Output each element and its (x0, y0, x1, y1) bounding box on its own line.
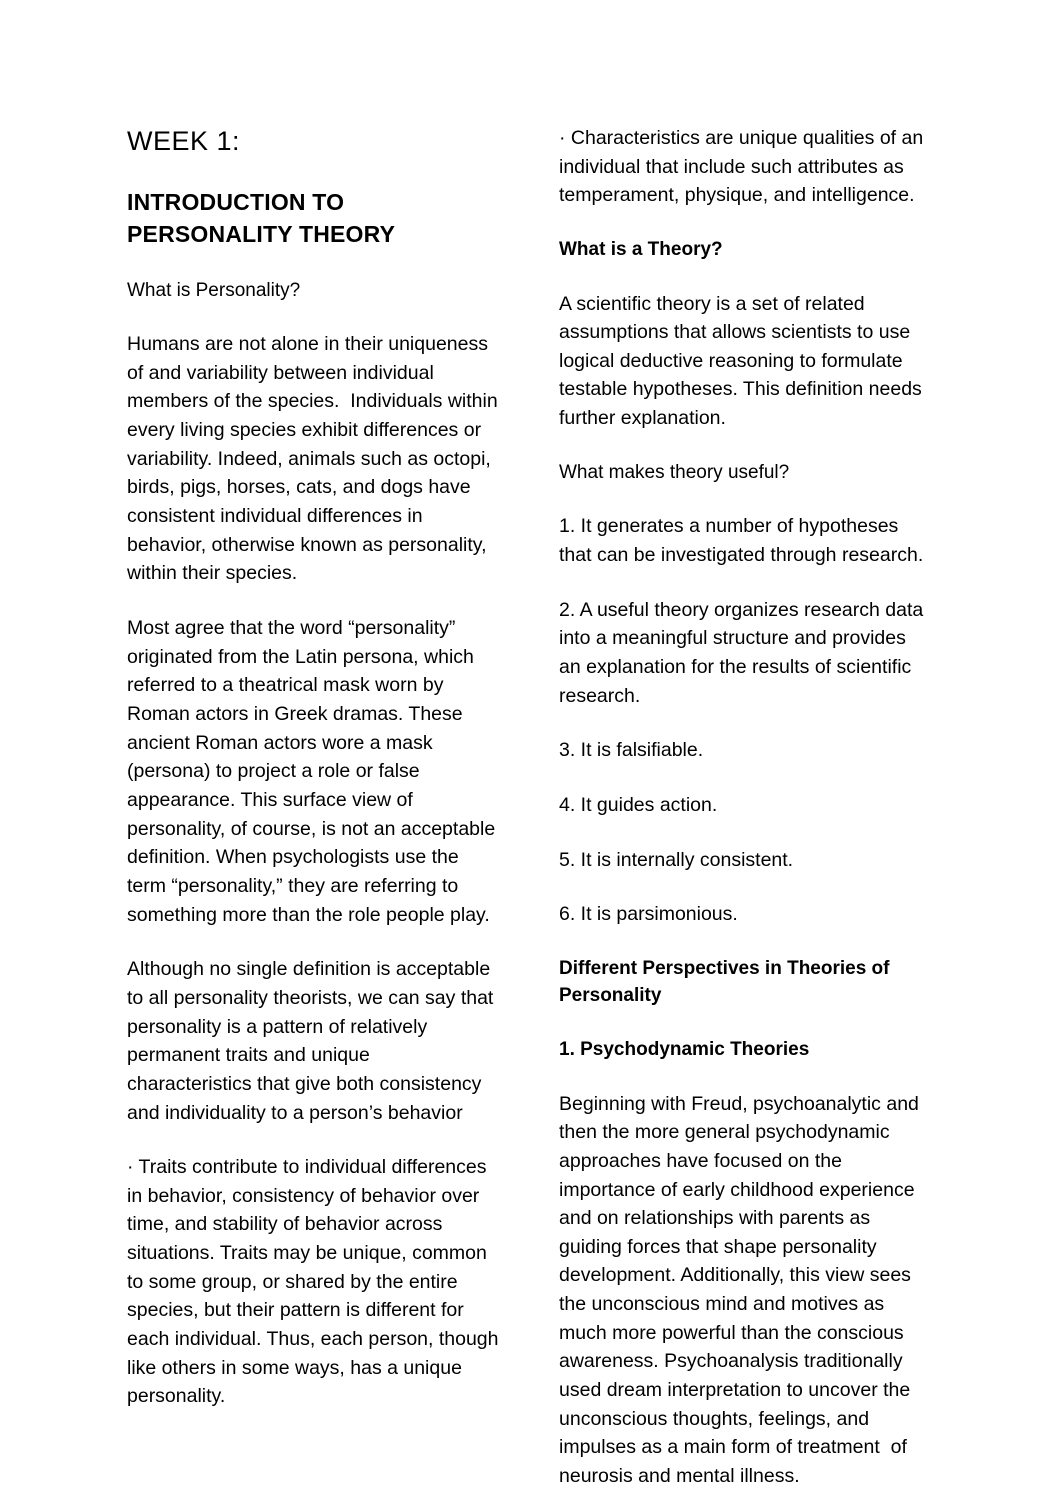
page-title: INTRODUCTION TO PERSONALITY THEORY (127, 189, 396, 247)
bullet-traits: · Traits contribute to individual differences in behavior, consistency of behavior over time, and stability of behavior across situations. Traits may be unique, common to some group, or shared by the entire species, but their pattern is different for each individual. Thus, each person, though like others in some ways, has a unique personality. (127, 1156, 504, 1408)
list-item: 3. It is falsifiable. (559, 739, 704, 762)
right-column (559, 124, 931, 1491)
paragraph-humans-uniqueness: Humans are not alone in their uniqueness of and variability between individual members of the species. Individuals within every living species exhibit differences or variability. Indeed, animals such as octopi, birds, pigs, horses, cats, and dogs have consistent individual differences in behavior, otherwise known as personality, within their species. (127, 333, 504, 585)
list-item: 5. It is internally consistent. (559, 848, 794, 871)
two-column-body (127, 124, 932, 1491)
left-column (127, 124, 504, 1491)
paragraph-definition-of-personality: Although no single definition is acceptable to all personality theorists, we can say that personality is a pattern of relatively permanent traits and unique characteristics that give both consistency and individuality to a person’s behavior (127, 958, 499, 1124)
paragraph-psychodynamic: Beginning with Freud, psychoanalytic and then the more general psychodynamic approaches have focused on the importance of early childhood experience and on relationships with parents as guiding forces that shape personality development. Additionally, this view sees the unconscious mind and motives as much more powerful than the conscious awareness. Psychoanalysis traditionally used dream interpretation to uncover the unconscious thoughts, feelings, and impulses as a main form of treatment of neurosis and mental illness. (559, 1092, 925, 1488)
subheading-what-makes-theory-useful: What makes theory useful? (559, 461, 790, 483)
list-item: 4. It guides action. (559, 793, 718, 816)
list-item: 1. It generates a number of hypotheses that can be investigated through research. (559, 515, 924, 566)
paragraph-origin-of-personality: Most agree that the word “personality” originated from the Latin persona, which referred to a theatrical mask worn by Roman actors in Greek dramas. These ancient Roman actors wore a mask (persona) to project a role or false appearance. This surface view of personality, of course, is not an acceptable definition. When psychologists use the term “personality,” they are referring to something more than the role people play. (127, 617, 501, 926)
week-title: WEEK 1: (127, 126, 241, 156)
list-item: 6. It is parsimonious. (559, 903, 738, 926)
subheading-different-perspectives: Different Perspectives in Theories of Personality (559, 957, 890, 1007)
bullet-characteristics: · Characteristics are unique qualities of an individual that include such attributes as temperament, physique, and intelligence. (559, 127, 929, 207)
subheading-what-is-personality: What is Personality? (127, 279, 301, 301)
paragraph-scientific-theory: A scientific theory is a set of related assumptions that allows scientists to use logical deductive reasoning to formulate testable hypotheses. This definition needs further explanation. (559, 292, 928, 430)
subheading-what-is-a-theory: What is a Theory? (559, 238, 723, 260)
subheading-psychodynamic-theories: 1. Psychodynamic Theories (559, 1039, 810, 1060)
list-item: 2. A useful theory organizes research data into a meaningful structure and provides an explanation for the results of scientific research. (559, 598, 929, 707)
